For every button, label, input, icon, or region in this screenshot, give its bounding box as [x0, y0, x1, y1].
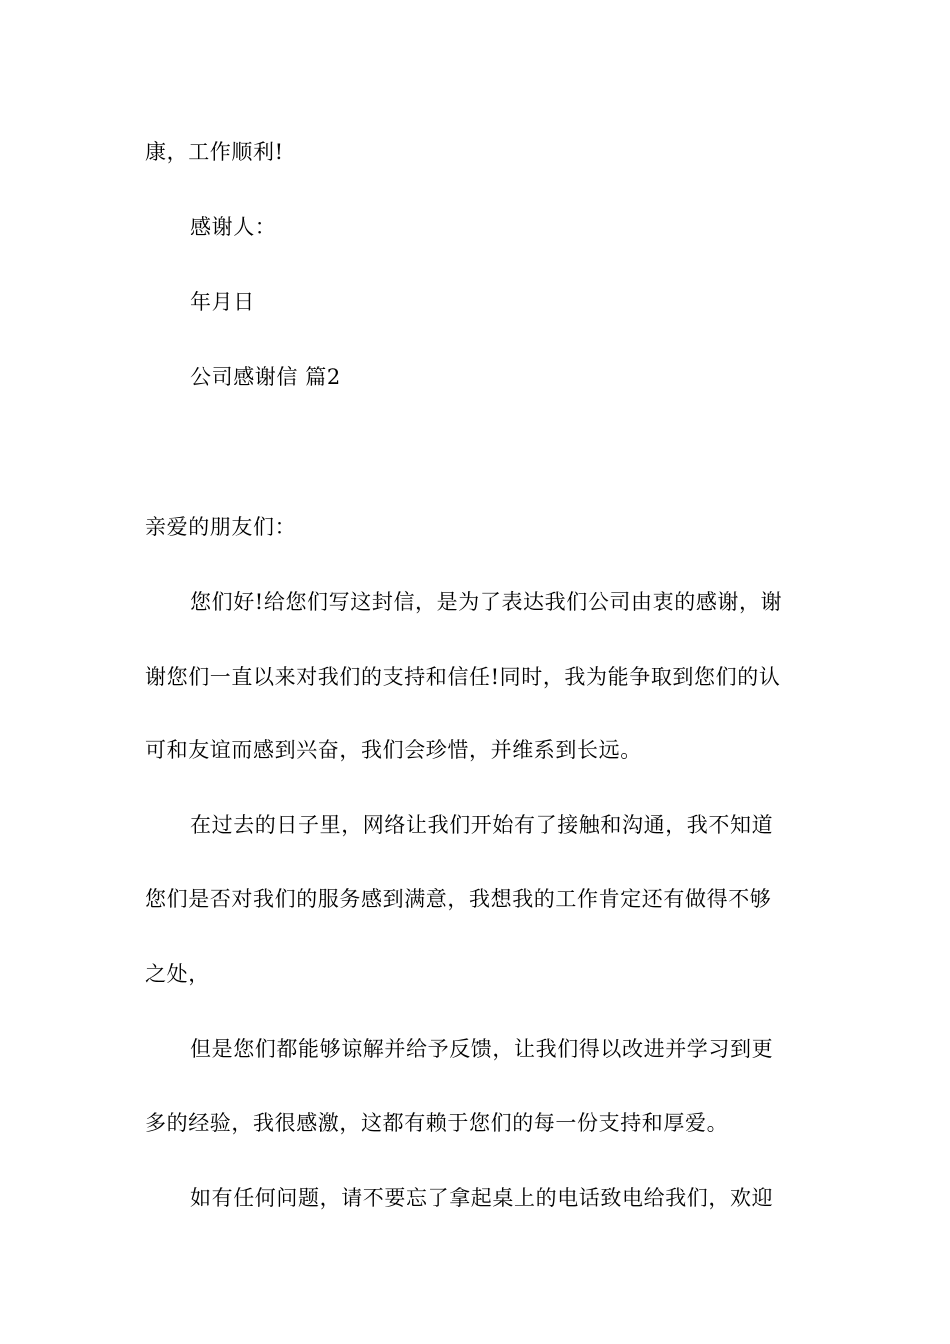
- text-line: 如有任何问题，请不要忘了拿起桌上的电话致电给我们，欢迎: [190, 1186, 774, 1210]
- text-line: 可和友谊而感到兴奋，我们会珍惜，并维系到长远。: [145, 738, 642, 762]
- text-line-signer: 感谢人：: [190, 215, 277, 239]
- text-line: 但是您们都能够谅解并给予反馈，让我们得以改进并学习到更: [190, 1037, 774, 1061]
- text-line: 您们好!给您们写这封信，是为了表达我们公司由衷的感谢，谢: [190, 590, 783, 614]
- text-line: 在过去的日子里，网络让我们开始有了接触和沟通，我不知道: [190, 813, 774, 837]
- text-line: 您们是否对我们的服务感到满意，我想我的工作肯定还有做得不够: [145, 887, 772, 911]
- text-line-closing-wish: 康，工作顺利!: [145, 140, 284, 164]
- text-line-salutation: 亲爱的朋友们：: [145, 515, 297, 539]
- section-title: 公司感谢信 篇2: [190, 365, 341, 389]
- text-line-date: 年月日: [190, 290, 255, 314]
- text-line: 之处，: [145, 962, 210, 986]
- text-line: 谢您们一直以来对我们的支持和信任!同时，我为能争取到您们的认: [145, 665, 781, 689]
- text-line: 多的经验，我很感激，这都有赖于您们的每一份支持和厚爱。: [145, 1111, 729, 1135]
